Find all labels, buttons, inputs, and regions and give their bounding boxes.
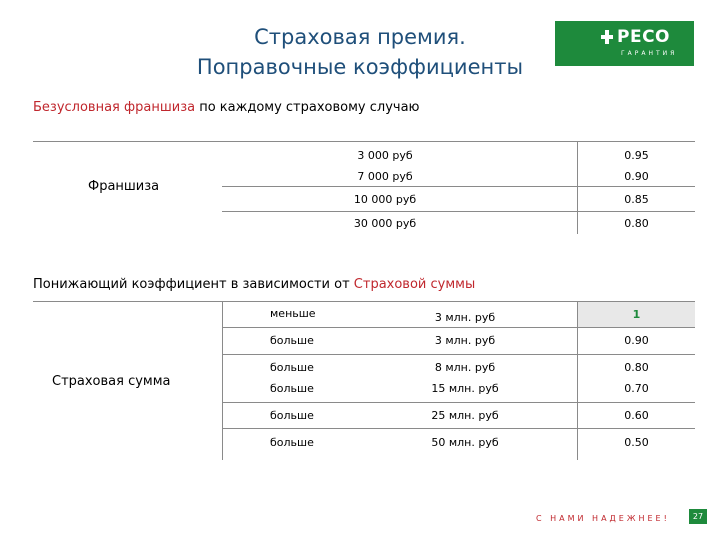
sum-value: 50 млн. руб [431,436,499,449]
sum-value: 15 млн. руб [431,382,499,395]
sum-row-divider [222,402,695,403]
franchise-amount: 30 000 руб [353,217,417,230]
reso-logo [555,21,694,66]
franchise-row-label: Франшиза [88,179,160,194]
logo-name: РЕСО [617,27,670,47]
sum-coef: 0.70 [624,382,649,395]
sum-row-label: Страховая сумма [52,374,171,389]
sum-condition: больше [270,334,314,347]
sum-coef: 0.80 [624,361,649,374]
sum-value: 8 млн. руб [434,361,496,374]
franchise-row-divider [222,186,695,187]
sum-value: 25 млн. руб [431,409,499,422]
franchise-heading-rest: по каждому страховому случаю [195,100,420,115]
footer-slogan: С НАМИ НАДЕЖНЕЕ! [536,514,670,523]
sum-coef: 0.50 [624,436,649,449]
title-line-2: Поправочные коэффициенты [196,55,524,79]
logo-tagline: ГАРАНТИЯ [621,50,678,57]
sum-heading-rest: Понижающий коэффициент в зависимости от [33,277,354,292]
sum-left-border [222,302,223,460]
franchise-coef: 0.85 [624,193,649,206]
franchise-coef: 0.90 [624,170,649,183]
sum-condition: больше [270,436,314,449]
sum-value: 3 млн. руб [434,311,496,324]
franchise-amount: 7 000 руб [357,170,413,183]
sum-coef: 1 [632,308,641,321]
franchise-heading-accent: Безусловная франшиза [33,100,196,115]
slide-title [130,22,590,82]
sum-condition: меньше [270,307,316,320]
sum-coef: 0.60 [624,409,649,422]
franchise-amount: 10 000 руб [353,193,417,206]
franchise-heading [33,100,419,115]
franchise-coef: 0.80 [624,217,649,230]
sum-coef: 0.90 [624,334,649,347]
sum-row-divider [222,428,695,429]
title-line-1: Страховая премия. [254,25,466,49]
sum-value: 3 млн. руб [434,334,496,347]
franchise-coef: 0.95 [624,149,649,162]
sum-heading [33,277,475,292]
franchise-amount: 3 000 руб [357,149,413,162]
sum-condition: больше [270,382,314,395]
sum-condition: больше [270,409,314,422]
page-number: 27 [689,509,707,524]
sum-row-divider [222,354,695,355]
sum-row-divider [222,327,695,328]
reso-cross-icon [601,30,613,44]
sum-heading-accent: Страховой суммы [353,277,476,292]
sum-condition: больше [270,361,314,374]
franchise-table-top-border [33,141,695,142]
franchise-row-divider [222,211,695,212]
